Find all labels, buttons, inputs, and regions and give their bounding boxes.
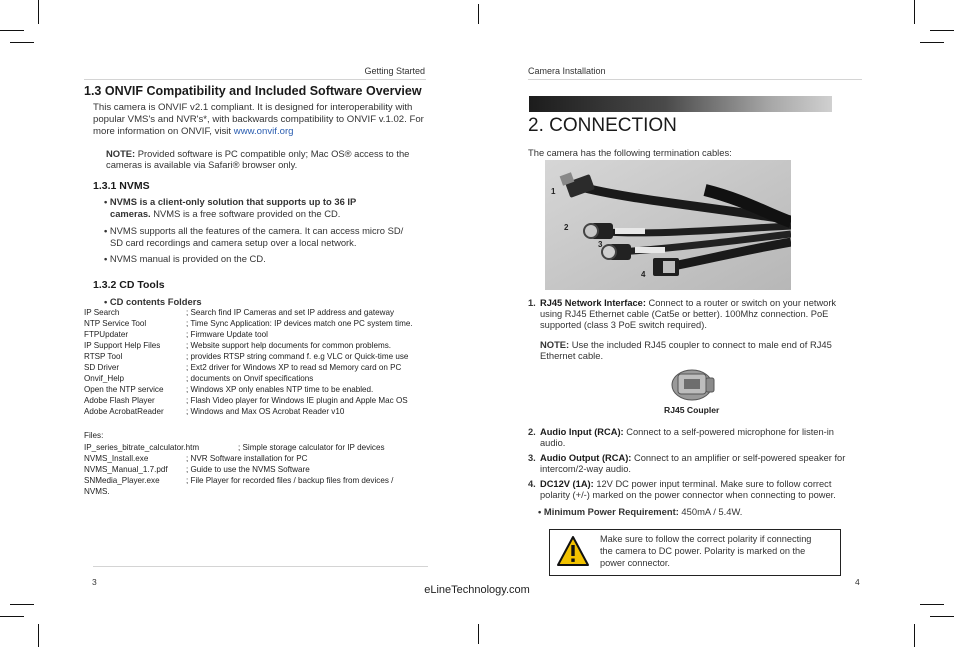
crop-mark: [920, 604, 944, 605]
folder-name: Adobe AcrobatReader: [84, 407, 164, 416]
right-page-number: 4: [855, 577, 860, 587]
crop-mark: [38, 624, 39, 647]
folder-row: [84, 362, 444, 373]
item-text: using RJ45 Ethernet cable (Cat5e or better). 100Mhz connection. PoE: [540, 309, 829, 319]
folder-name: SD Driver: [84, 363, 120, 372]
coupler-note: [540, 339, 860, 361]
item-label: DC12V (1A):: [540, 479, 594, 489]
onvif-intro-line: This camera is ONVIF v2.1 compliant. It is designed for interoperability with: [93, 102, 413, 113]
item-label: RJ45 Network Interface:: [540, 298, 646, 308]
crop-mark: [920, 42, 944, 43]
folder-description: ; documents on Onvif specifications: [186, 374, 314, 383]
folder-name: Adobe Flash Player: [84, 396, 155, 405]
cables-illustration: [545, 160, 791, 290]
file-name: NVMS_Install.exe: [84, 454, 149, 463]
file-name: NVMS_Manual_1.7.pdf: [84, 465, 168, 474]
right-header-rule: [528, 79, 862, 80]
folder-description: ; Flash Video player for Windows IE plugin and Apple Mac OS: [186, 396, 408, 405]
folder-description: ; Time Sync Application: IP devices match one PC system time.: [186, 319, 413, 328]
left-running-header: Getting Started: [364, 66, 425, 76]
item-number: 3.: [528, 453, 536, 463]
cd-folder-list: [84, 307, 444, 419]
folder-name: IP Support Help Files: [84, 341, 161, 350]
warning-text: [600, 533, 836, 569]
subsection-title-nvms: 1.3.1 NVMS: [93, 180, 150, 192]
folder-description: ; Ext2 driver for Windows XP to read sd Memory card on PC: [186, 363, 402, 372]
file-name: IP_series_bitrate_calculator.htm: [84, 443, 200, 452]
crop-mark: [478, 4, 479, 24]
nvms-bullet-1: [104, 196, 424, 220]
item-number: 1.: [528, 298, 536, 308]
note-text: Use the included RJ45 coupler to connect to male end of RJ45: [569, 339, 832, 350]
min-power-bullet: [538, 506, 742, 518]
folder-row: [84, 373, 444, 384]
bullet-icon: •: [104, 196, 108, 207]
folder-name: Onvif_Help: [84, 374, 125, 383]
item-text: Connect to a self-powered microphone for listen-in: [623, 427, 834, 437]
folder-row: [84, 395, 444, 406]
folder-name: NTP Service Tool: [84, 319, 147, 328]
nvms-bullet-1-text: NVMS is a free software provided on the CD.: [150, 208, 341, 219]
left-page-number: 3: [92, 577, 97, 587]
files-tail: NVMS.: [84, 487, 110, 496]
folder-description: ; Website support help documents for common problems.: [186, 341, 391, 350]
crop-mark: [478, 624, 479, 644]
nvms-bullet-2: [104, 225, 434, 249]
connection-item-1: [528, 298, 858, 332]
folder-row: [84, 340, 444, 351]
onvif-intro-line: popular VMS's and NVR's*, with backwards compatibility to ONVIF v.1.02. For: [93, 114, 424, 125]
min-power-label: Minimum Power Requirement:: [543, 506, 679, 517]
item-text: polarity (+/-) marked on the power connector when connecting to power.: [540, 490, 836, 500]
folder-row: [84, 318, 444, 329]
cable-label-2: 2: [564, 223, 569, 232]
folder-description: ; Windows and Max OS Acrobat Reader v10: [186, 407, 345, 416]
warning-icon: [556, 535, 590, 567]
folder-row: [84, 307, 444, 318]
item-text: intercom/2-way audio.: [540, 464, 631, 474]
polarity-warning-box: [549, 529, 841, 576]
item-text: audio.: [540, 438, 566, 448]
chapter-title: 2. CONNECTION: [528, 115, 677, 136]
onvif-intro: [93, 102, 428, 138]
crop-mark: [930, 616, 954, 617]
onvif-link[interactable]: www.onvif.org: [233, 126, 294, 137]
left-footer-rule: [93, 566, 428, 567]
onvif-note: [106, 148, 431, 170]
file-description: ; Simple storage calculator for IP devices: [238, 443, 385, 452]
folder-row: [84, 384, 444, 395]
nvms-bullet-1-bold: NVMS is a client-only solution that supports up to 36 IP: [109, 196, 357, 207]
warning-line: Make sure to follow the correct polarity if connecting: [600, 534, 812, 544]
cable-label-3: 3: [598, 240, 603, 249]
folder-row: [84, 329, 444, 340]
crop-mark: [10, 42, 34, 43]
file-description: ; NVR Software installation for PC: [186, 454, 308, 463]
connection-item-4: [528, 479, 864, 501]
note-text: cameras is available via Safari® browser only.: [106, 159, 298, 170]
files-label: Files:: [84, 431, 104, 440]
file-name: SNMedia_Player.exe: [84, 476, 160, 485]
note-text: Ethernet cable.: [540, 350, 604, 361]
rj45-coupler-caption: RJ45 Coupler: [664, 405, 720, 415]
note-text: Provided software is PC compatible only; Mac OS® access to the: [135, 148, 410, 159]
warning-line: power connector.: [600, 558, 670, 568]
onvif-intro-line: [93, 126, 428, 138]
crop-mark: [10, 604, 34, 605]
cables-intro: The camera has the following termination cables:: [528, 147, 732, 158]
onvif-intro-more: more information on ONVIF, visit: [93, 126, 234, 137]
rj45-coupler-illustration: [668, 366, 718, 404]
warning-line: the camera to DC power. Polarity is marked on the: [600, 546, 806, 556]
file-row: [84, 464, 444, 475]
cd-folders-label: CD contents Folders: [109, 296, 202, 307]
nvms-bullet-2-text-cont: SD card recordings and camera setup over a local network.: [110, 237, 357, 248]
note-label: NOTE:: [540, 339, 570, 350]
nvms-bullet-3: [104, 253, 424, 265]
folder-row: [84, 406, 444, 417]
chapter-gradient-bar: [529, 96, 832, 112]
folder-name: IP Search: [84, 308, 120, 317]
cable-label-4: 4: [641, 270, 646, 279]
bullet-icon: •: [104, 253, 108, 264]
bullet-icon: •: [538, 506, 542, 517]
nvms-bullet-1-bold-cont: cameras.: [110, 208, 151, 219]
connection-item-3: [528, 453, 858, 475]
file-row-first: [84, 442, 444, 453]
file-row: [84, 442, 444, 453]
cables-photo: [545, 160, 791, 290]
file-row: [84, 453, 444, 464]
item-text: Connect to an amplifier or self-powered speaker for: [631, 453, 846, 463]
item-label: Audio Output (RCA):: [540, 453, 632, 463]
folder-row: [84, 351, 444, 362]
folder-description: ; provides RTSP string command f. e.g VLC or Quick-time use: [186, 352, 409, 361]
connection-item-2: [528, 427, 858, 449]
crop-mark: [914, 624, 915, 647]
file-description: ; File Player for recorded files / backup files from devices /: [186, 476, 394, 485]
crop-mark: [930, 30, 954, 31]
folder-name: Open the NTP service: [84, 385, 164, 394]
subsection-title-cd-tools: 1.3.2 CD Tools: [93, 279, 165, 291]
rj45-coupler-photo: [668, 366, 718, 404]
item-number: 4.: [528, 479, 536, 489]
file-description: ; Guide to use the NVMS Software: [186, 465, 310, 474]
bullet-icon: •: [104, 225, 108, 236]
min-power-value: 450mA / 5.4W.: [678, 506, 743, 517]
bullet-icon: •: [104, 296, 108, 307]
cd-file-list: [84, 453, 444, 486]
folder-name: RTSP Tool: [84, 352, 123, 361]
crop-mark: [0, 616, 24, 617]
item-label: Audio Input (RCA):: [540, 427, 624, 437]
crop-mark: [0, 30, 24, 31]
folder-description: ; Windows XP only enables NTP time to be enabled.: [186, 385, 374, 394]
section-title-onvif: 1.3 ONVIF Compatibility and Included Software Overview: [84, 84, 422, 98]
nvms-bullet-3-text: NVMS manual is provided on the CD.: [109, 253, 266, 264]
item-text: 12V DC power input terminal. Make sure to follow correct: [593, 479, 832, 489]
item-number: 2.: [528, 427, 536, 437]
folder-name: FTPUpdater: [84, 330, 129, 339]
folder-description: ; Search find IP Cameras and set IP address and gateway: [186, 308, 395, 317]
crop-mark: [38, 0, 39, 24]
left-header-rule: [84, 79, 426, 80]
footer-site: eLineTechnology.com: [424, 584, 530, 596]
note-label: NOTE:: [106, 148, 136, 159]
item-text: Connect to a router or switch on your network: [645, 298, 837, 308]
crop-mark: [914, 0, 915, 24]
file-row: [84, 475, 444, 486]
nvms-bullet-2-text: NVMS supports all the features of the camera. It can access micro SD/: [109, 225, 404, 236]
right-running-header: Camera Installation: [528, 66, 606, 76]
cable-label-1: 1: [551, 187, 556, 196]
item-text: supported (class 3 PoE switch required).: [540, 320, 707, 330]
folder-description: ; Firmware Update tool: [186, 330, 268, 339]
